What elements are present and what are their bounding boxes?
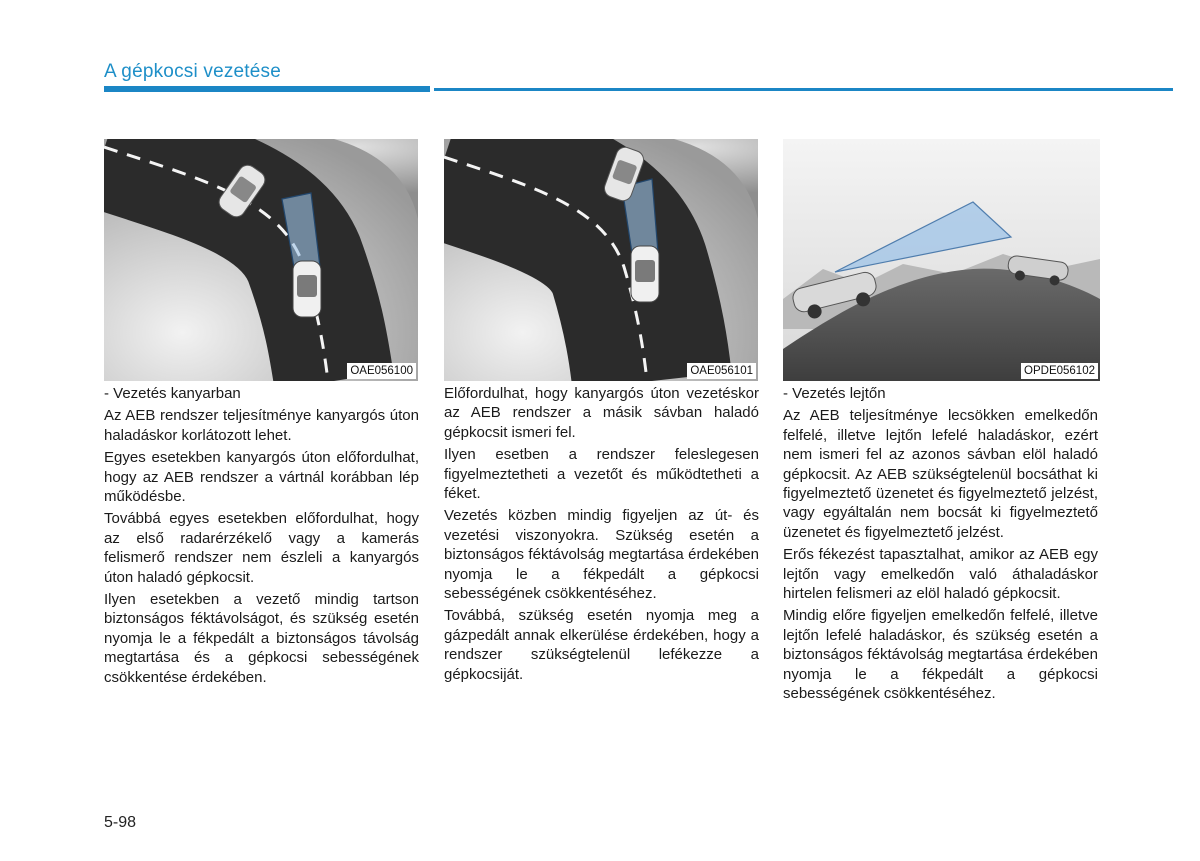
- header-rule-thick: [104, 86, 430, 92]
- paragraph: Ilyen esetekben a vezető mindig tartson biztonságos féktávolságot, és szükség esetén nyomja le a fékpedált a biztonságos távolság megtartása és a gépkocsi sebességének csökkentése érdekében.: [104, 591, 419, 686]
- text-column-2: [444, 384, 759, 687]
- page-number: 5-98: [104, 814, 137, 831]
- text-column-1: [104, 384, 419, 690]
- figure-curve-same-lane: [104, 139, 418, 381]
- paragraph: Erős fékezést tapasztalhat, amikor az AEB egy lejtőn vagy emelkedőn való áthaladáskor hirtelen felismeri az elöl haladó gépkocsit.: [783, 546, 1098, 603]
- section-title: A gépkocsi vezetése: [104, 61, 282, 82]
- curve-adjacent-lane-illustration: [444, 139, 758, 381]
- section-subheading: - Vezetés lejtőn: [783, 385, 886, 402]
- paragraph: Továbbá egyes esetekben előfordulhat, hogy az első radarérzékelő vagy a kamerás felismerő rendszer nem észleli a kanyargós úton haladó gépkocsit.: [104, 510, 419, 586]
- text-column-3: [783, 384, 1098, 707]
- paragraph: Az AEB teljesítménye lecsökken emelkedőn felfelé, illetve lejtőn lefelé haladáskor, ezért nem ismeri fel az azonos sávban elöl haladó gépkocsit. Az AEB szükségtelenül bocsáthat ki figyelmeztető üzenetet és figyelmeztető jelzést, vagy egyáltalán nem bocsát ki figyelmeztető üzenetet és figyelmeztető jelzést.: [783, 407, 1098, 541]
- header-rule-thin: [434, 88, 1173, 91]
- own-car-icon: [631, 246, 659, 302]
- paragraph: Előfordulhat, hogy kanyargós úton vezetéskor az AEB rendszer a másik sávban haladó gépkocsit ismeri fel.: [444, 385, 759, 441]
- paragraph: Az AEB rendszer teljesítménye kanyargós úton haladáskor korlátozott lehet.: [104, 407, 419, 444]
- slope-illustration: [783, 139, 1100, 381]
- own-car-icon: [293, 261, 321, 317]
- section-subheading: - Vezetés kanyarban: [104, 385, 241, 402]
- paragraph: Vezetés közben mindig figyeljen az út- és vezetési viszonyokra. Szükség esetén a biztonságos féktávolság megtartása érdekében nyomja le a fékpedált a gépkocsi sebességének csökkentéséhez.: [444, 507, 759, 603]
- figure-curve-adjacent-lane: [444, 139, 758, 381]
- figure-code: OAE056100: [347, 363, 416, 379]
- curve-same-lane-illustration: [104, 139, 418, 381]
- figure-code: OAE056101: [687, 363, 756, 379]
- paragraph: Mindig előre figyeljen emelkedőn felfelé, illetve lejtőn lefelé haladáskor, és szükség esetén a biztonságos féktávolság megtartása érdekében nyomja le a fékpedált a gépkocsi sebességének csökkentéséhez.: [783, 607, 1098, 703]
- paragraph: Továbbá, szükség esetén nyomja meg a gázpedált annak elkerülése érdekében, hogy a rendszer szükségtelenül lefékezze a gépkocsiját.: [444, 607, 759, 683]
- figure-code: OPDE056102: [1021, 363, 1098, 379]
- paragraph: Ilyen esetben a rendszer feleslegesen figyelmeztetheti a vezetőt és működtetheti a féket.: [444, 446, 759, 503]
- paragraph: Egyes esetekben kanyargós úton előfordulhat, hogy az AEB rendszer a vártnál korábban lép működésbe.: [104, 449, 419, 506]
- figure-slope: [783, 139, 1100, 381]
